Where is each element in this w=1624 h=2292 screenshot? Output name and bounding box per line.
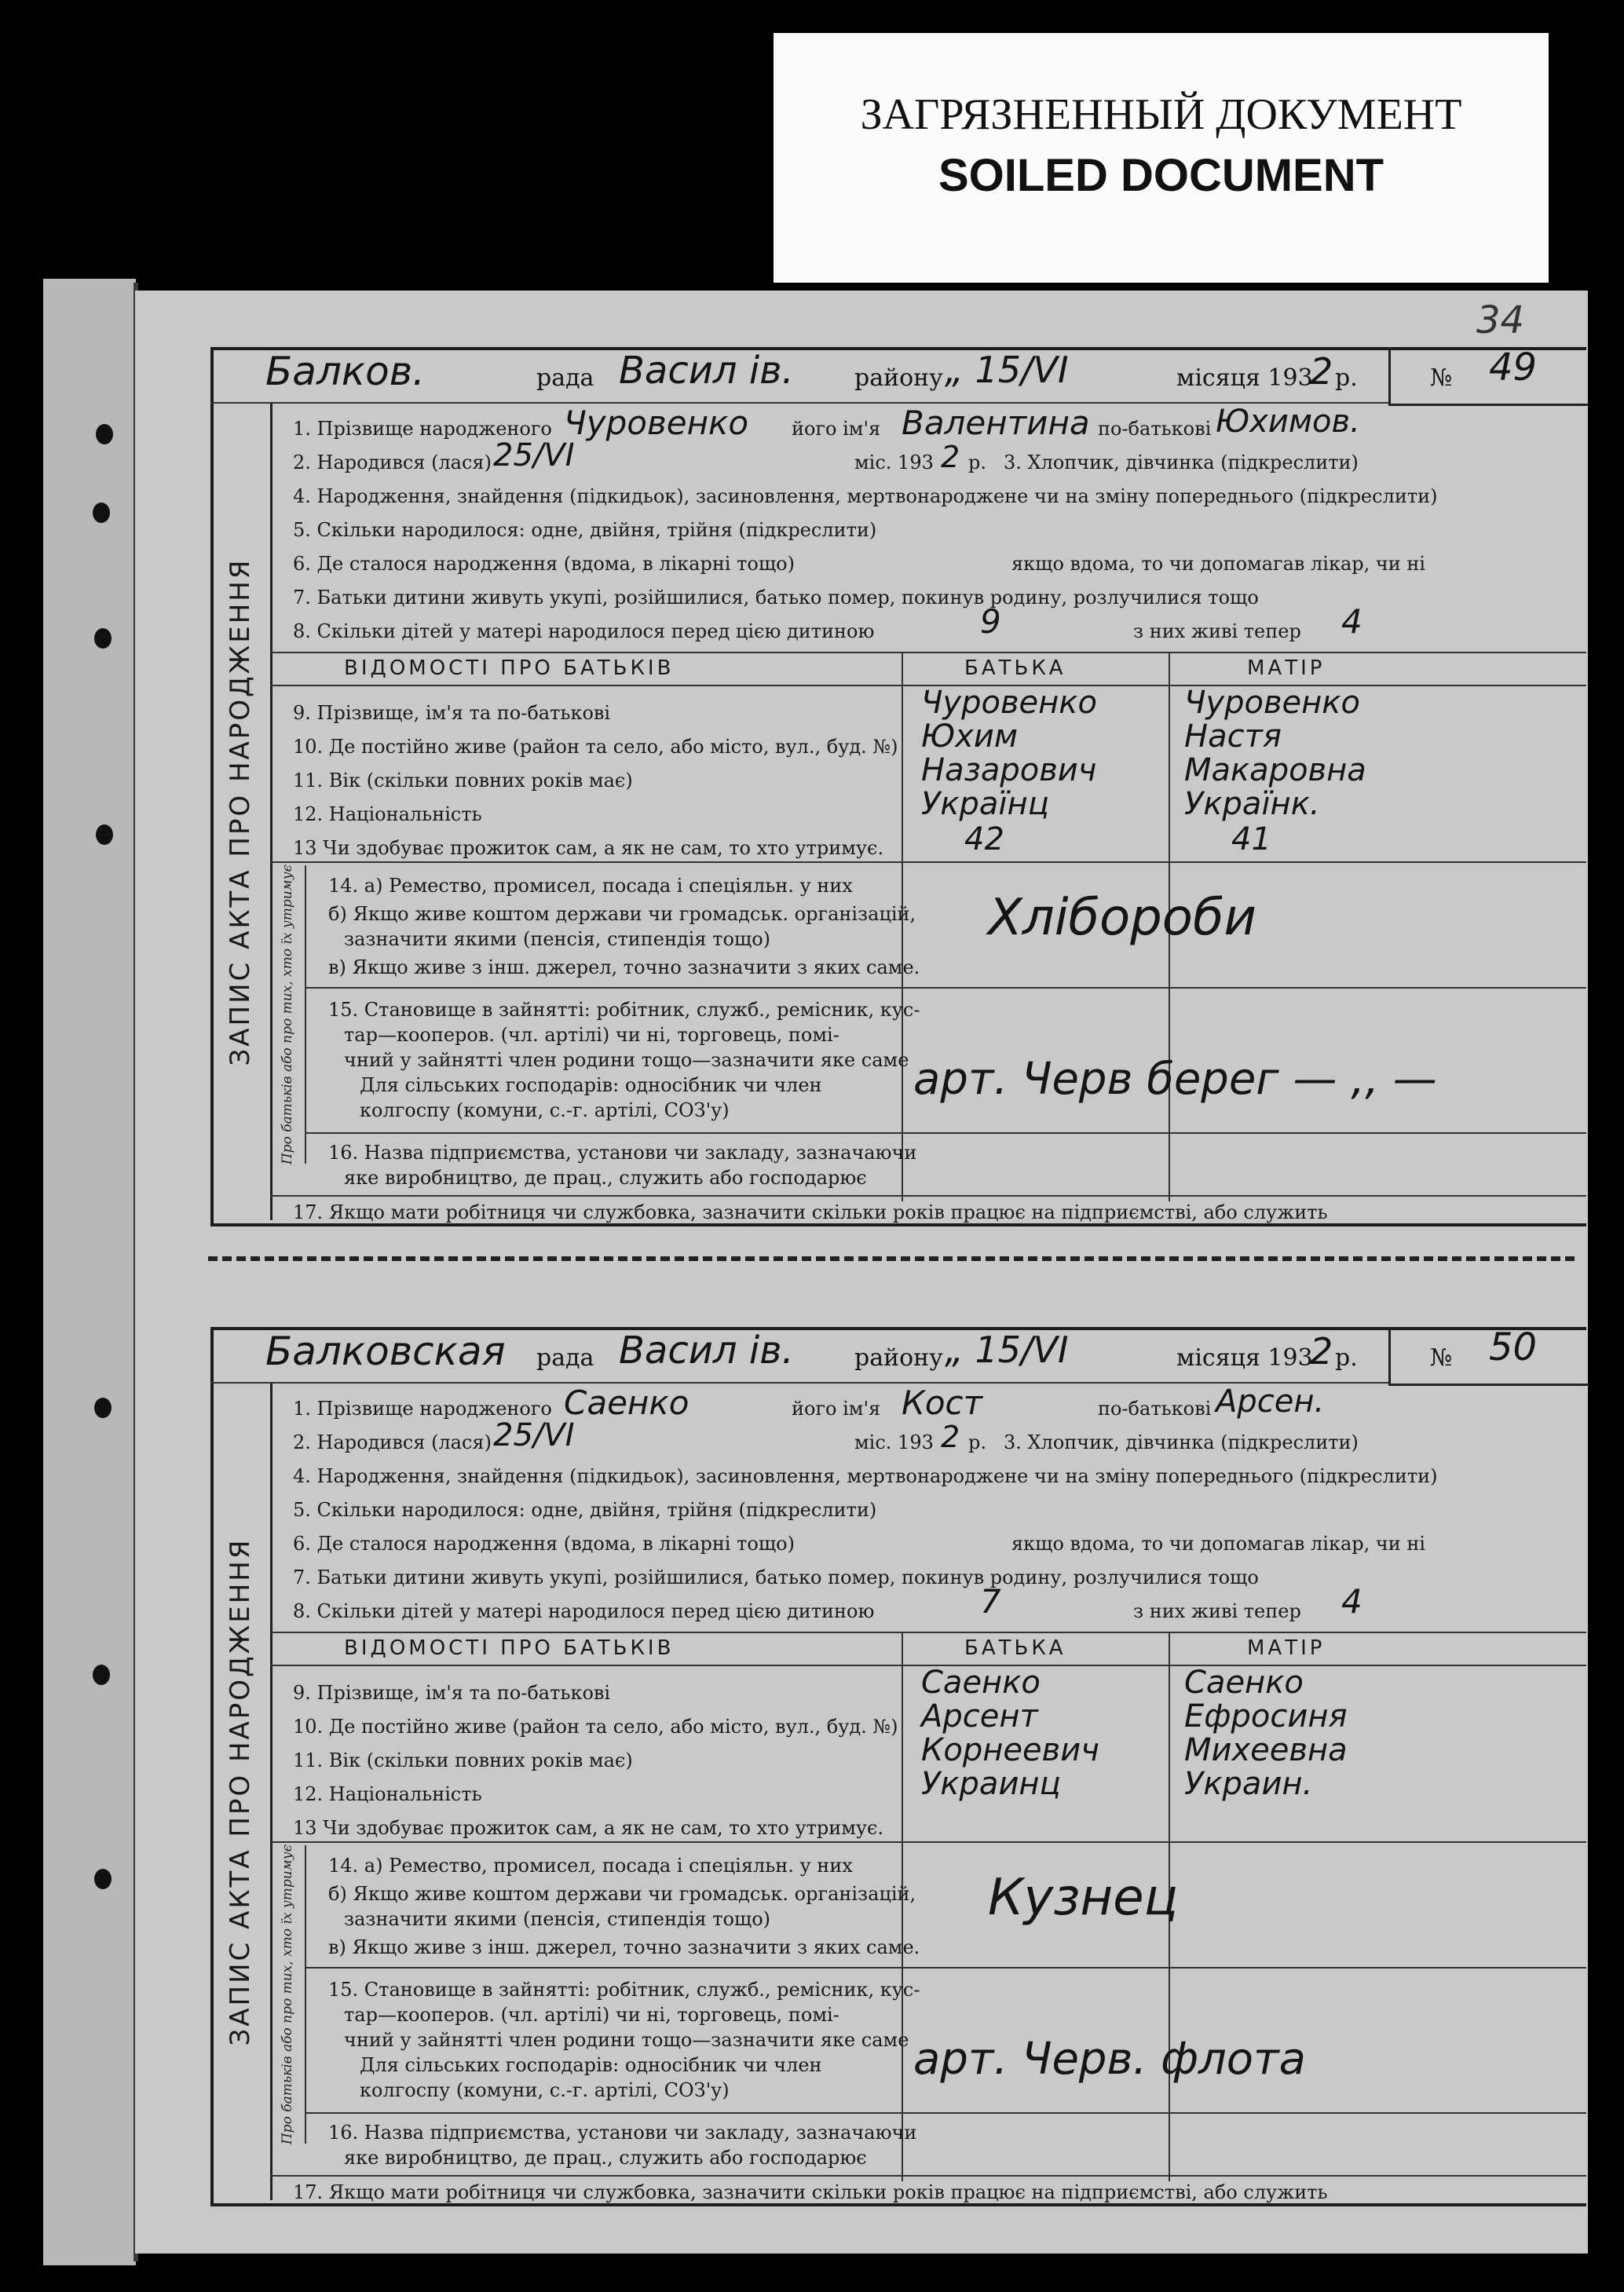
- q1-label: 1. Прізвище народженого: [293, 1398, 552, 1420]
- birth-date: 25/VI: [493, 437, 575, 473]
- month-label: місяця 193: [1176, 364, 1313, 392]
- q2-label: 2. Народився (лася): [293, 1431, 492, 1453]
- q8-alive: 4: [1341, 602, 1362, 641]
- binding-hole: [94, 628, 112, 649]
- child-surname: Саенко: [564, 1384, 689, 1422]
- record-number-box: [1388, 347, 1589, 406]
- mother-surname: Саенко: [1184, 1665, 1304, 1701]
- q16a-label: 16. Назва підприємства, установи чи закладу, зазначаючи: [328, 1142, 917, 1164]
- father-nationality: Українц: [921, 786, 1049, 822]
- row-line: [305, 2112, 1586, 2114]
- side-note-text: Про батьків або про тих, хто їх утримує: [280, 864, 295, 1165]
- birth-year-digit: 2: [941, 440, 960, 474]
- father-age: 42: [964, 821, 1004, 857]
- rada-label: рада: [536, 1344, 594, 1372]
- q15a-label: 15. Становище в зайнятті: робітник, служб., ремісник, кус-: [328, 1979, 920, 2001]
- q14b-label: б) Якщо живе коштом держави чи громадськ. організацій,: [328, 903, 916, 925]
- father-nationality: Украинц: [921, 1766, 1061, 1802]
- q2-mis-label: міс. 193: [854, 1431, 934, 1453]
- binding-hole: [94, 1398, 112, 1418]
- q4-label: 4. Народження, знайдення (підкидьок), засиновлення, мертвонароджене чи на зміну попереднього (підкреслити): [293, 1465, 1438, 1487]
- q17-label: 17. Якщо мати робітниця чи службовка, зазначити скільки років працює на підприємстві, або служить: [293, 2181, 1328, 2203]
- record-header: [210, 347, 1586, 404]
- binding-hole: [96, 424, 113, 444]
- q10-label: 10. Де постійно живе (район та село, або місто, вул., буд. №): [293, 736, 898, 758]
- record-number-box: [1388, 1327, 1589, 1386]
- mother-header: МАТІР: [1247, 1636, 1326, 1660]
- stamp-russian-text: ЗАГРЯЗНЕННЫЙ ДОКУМЕНТ: [860, 90, 1462, 139]
- child-name: Кост: [902, 1384, 983, 1422]
- q9-label: 9. Прізвище, ім'я та по-батькові: [293, 1682, 611, 1704]
- q14b2-label: зазначити якими (пенсія, стипендія тощо): [344, 1908, 771, 1930]
- employment: арт. Черв. флота: [913, 2034, 1306, 2085]
- q15b-label: тар—кооперов. (чл. артілі) чи ні, торговець, помі-: [344, 1024, 839, 1046]
- record-day: „ 15/VI: [945, 1329, 1069, 1371]
- q7-label: 7. Батьки дитини живуть укупі, розійшилися, батько помер, покинув родину, розлучилися тощо: [293, 1566, 1259, 1588]
- q16a-label: 16. Назва підприємства, установи чи закладу, зазначаючи: [328, 2122, 917, 2144]
- year-digit: 2: [1310, 1330, 1333, 1373]
- q15d-label: Для сільських господарів: односібник чи член: [360, 1074, 822, 1096]
- year-digit: 2: [1310, 350, 1333, 393]
- q8-count: 7: [980, 1582, 1001, 1621]
- row-line: [270, 1841, 1586, 1843]
- row-line: [305, 1967, 1586, 1968]
- side-note-box: [270, 865, 306, 1164]
- q8-count: 9: [980, 602, 1001, 641]
- q2-r-label: р.: [968, 1431, 986, 1453]
- row-line: [270, 2175, 1586, 2177]
- number-label: №: [1430, 364, 1453, 392]
- occupation: Хлібороби: [988, 889, 1256, 947]
- q13-label: 13 Чи здобуває прожиток сам, а як не сам, то хто утримує.: [293, 1817, 884, 1839]
- child-patronymic: Арсен.: [1216, 1384, 1325, 1420]
- month-label: місяця 193: [1176, 1344, 1313, 1372]
- row-line: [305, 987, 1586, 989]
- year-suffix: р.: [1335, 1344, 1358, 1372]
- q1-label: 1. Прізвище народженого: [293, 418, 552, 440]
- q11-label: 11. Вік (скільки повних років має): [293, 1749, 633, 1771]
- header-underline: [210, 1382, 1388, 1384]
- q16b-label: яке виробництво, де прац., служить або господарює: [344, 2147, 867, 2169]
- side-note-box: [270, 1845, 306, 2144]
- parents-table-top: [270, 1632, 1586, 1633]
- village-name: Балков.: [265, 349, 426, 394]
- q3-label: 3. Хлопчик, дівчинка (підкреслити): [1004, 1431, 1359, 1453]
- father-header: БАТЬКА: [964, 1636, 1066, 1660]
- father-patronymic: Корнеевич: [921, 1732, 1099, 1768]
- binding-hole: [94, 1869, 112, 1889]
- father-surname: Саенко: [921, 1665, 1041, 1701]
- q4-label: 4. Народження, знайдення (підкидьок), засиновлення, мертвонароджене чи на зміну попереднього (підкреслити): [293, 485, 1438, 507]
- child-surname: Чуровенко: [564, 404, 749, 442]
- child-name: Валентина: [902, 404, 1090, 442]
- father-surname: Чуровенко: [921, 685, 1097, 721]
- record-divider: [208, 1256, 1575, 1261]
- row-line: [270, 861, 1586, 863]
- q14c-label: в) Якщо живе з інш. джерел, точно зазначити з яких саме.: [328, 956, 920, 978]
- q2-label: 2. Народився (лася): [293, 451, 492, 473]
- rada-name: Васил ів.: [619, 1329, 794, 1373]
- father-header: БАТЬКА: [964, 656, 1066, 680]
- father-name: Арсент: [921, 1698, 1038, 1735]
- q13-label: 13 Чи здобуває прожиток сам, а як не сам, то хто утримує.: [293, 837, 884, 859]
- birth-record: [210, 1327, 1586, 2206]
- record-number: 50: [1489, 1325, 1538, 1369]
- q2-mis-label: міс. 193: [854, 451, 934, 473]
- q12-label: 12. Національність: [293, 1783, 482, 1805]
- record-header: [210, 1327, 1586, 1384]
- q8b-label: з них живі тепер: [1133, 1600, 1301, 1622]
- rada-label: рада: [536, 364, 594, 392]
- raion-label: району: [854, 1344, 943, 1372]
- q6b-label: якщо вдома, то чи допомагав лікар, чи ні: [1011, 1533, 1426, 1555]
- mother-name: Ефросиня: [1184, 1698, 1348, 1735]
- q6-label: 6. Де сталося народження (вдома, в лікарні тощо): [293, 553, 795, 575]
- father-column-line: [902, 1632, 903, 2181]
- q15a-label: 15. Становище в зайнятті: робітник, служб., ремісник, кус-: [328, 999, 920, 1021]
- father-name: Юхим: [921, 718, 1019, 755]
- employment: арт. Черв берег — ,, —: [913, 1054, 1437, 1105]
- q15c-label: чний у зайнятті член родини тощо—зазначити яке саме: [344, 1049, 909, 1071]
- q15e-label: колгоспу (комуни, с.-г. артілі, СОЗ'у): [360, 1099, 730, 1121]
- mother-nationality: Украин.: [1184, 1766, 1313, 1802]
- q14b2-label: зазначити якими (пенсія, стипендія тощо): [344, 928, 771, 950]
- side-title-box: [210, 1384, 272, 2200]
- mother-surname: Чуровенко: [1184, 685, 1360, 721]
- q15d-label: Для сільських господарів: односібник чи член: [360, 2054, 822, 2076]
- q2-r-label: р.: [968, 451, 986, 473]
- birth-year-digit: 2: [941, 1420, 960, 1454]
- q5-label: 5. Скільки народилося: одне, двійня, трійня (підкреслити): [293, 1499, 877, 1521]
- row-line: [305, 1132, 1586, 1134]
- row-line: [270, 1195, 1586, 1197]
- side-title-text: ЗАПИС АКТА ПРО НАРОДЖЕННЯ: [225, 1537, 256, 2046]
- q5-label: 5. Скільки народилося: одне, двійня, трійня (підкреслити): [293, 519, 877, 541]
- birth-date: 25/VI: [493, 1417, 575, 1453]
- q12-label: 12. Національність: [293, 803, 482, 825]
- mother-name: Настя: [1184, 718, 1282, 755]
- q1-name-label: його ім'я: [792, 418, 881, 440]
- q15c-label: чний у зайнятті член родини тощо—зазначити яке саме: [344, 2029, 909, 2051]
- mother-age: 41: [1231, 821, 1271, 857]
- side-note-text: Про батьків або про тих, хто їх утримує: [280, 1844, 295, 2145]
- stamp-english-text: SOILED DOCUMENT: [938, 150, 1384, 201]
- header-underline: [210, 402, 1388, 404]
- q6b-label: якщо вдома, то чи допомагав лікар, чи ні: [1011, 553, 1426, 575]
- q9-label: 9. Прізвище, ім'я та по-батькові: [293, 702, 611, 724]
- q8-label: 8. Скільки дітей у матері народилося перед цією дитиною: [293, 620, 875, 642]
- q6-label: 6. Де сталося народження (вдома, в лікарні тощо): [293, 1533, 795, 1555]
- birth-record: [210, 347, 1586, 1226]
- binding-hole: [96, 824, 113, 845]
- q14b-label: б) Якщо живе коштом держави чи громадськ. організацій,: [328, 1883, 916, 1905]
- binding-hole: [93, 1665, 110, 1685]
- record-number: 49: [1489, 345, 1538, 389]
- q8-label: 8. Скільки дітей у матері народилося перед цією дитиною: [293, 1600, 875, 1622]
- village-name: Балковская: [265, 1329, 506, 1374]
- q14a-label: 14. а) Ремество, промисел, посада і спеціяльн. у них: [328, 875, 853, 897]
- father-column-line: [902, 652, 903, 1201]
- side-title-box: [210, 404, 272, 1220]
- rada-name: Васил ів.: [619, 349, 794, 393]
- parents-table-top: [270, 652, 1586, 653]
- mother-patronymic: Михеевна: [1184, 1732, 1348, 1768]
- year-suffix: р.: [1335, 364, 1358, 392]
- number-label: №: [1430, 1344, 1453, 1372]
- q1-name-label: його ім'я: [792, 1398, 881, 1420]
- soiled-document-stamp: [774, 33, 1549, 283]
- q15e-label: колгоспу (комуни, с.-г. артілі, СОЗ'у): [360, 2079, 730, 2101]
- side-title-text: ЗАПИС АКТА ПРО НАРОДЖЕННЯ: [225, 557, 256, 1066]
- mother-nationality: Українк.: [1184, 786, 1320, 822]
- q11-label: 11. Вік (скільки повних років має): [293, 769, 633, 791]
- q17-label: 17. Якщо мати робітниця чи службовка, зазначити скільки років працює на підприємстві, або служить: [293, 1201, 1328, 1223]
- mother-header: МАТІР: [1247, 656, 1326, 680]
- q3-label: 3. Хлопчик, дівчинка (підкреслити): [1004, 451, 1359, 473]
- q1-patr-label: по-батькові: [1098, 1398, 1212, 1420]
- binding-spine: [43, 279, 136, 2265]
- q16b-label: яке виробництво, де прац., служить або господарює: [344, 1167, 867, 1189]
- q14c-label: в) Якщо живе з інш. джерел, точно зазначити з яких саме.: [328, 1936, 920, 1958]
- child-patronymic: Юхимов.: [1216, 404, 1360, 440]
- occupation: Кузнец: [988, 1869, 1179, 1927]
- q8b-label: з них живі тепер: [1133, 620, 1301, 642]
- record-day: „ 15/VI: [945, 349, 1069, 391]
- binding-hole: [93, 503, 110, 523]
- q1-patr-label: по-батькові: [1098, 418, 1212, 440]
- page-number: 34: [1476, 298, 1525, 342]
- q15b-label: тар—кооперов. (чл. артілі) чи ні, торговець, помі-: [344, 2004, 839, 2026]
- q10-label: 10. Де постійно живе (район та село, або місто, вул., буд. №): [293, 1716, 898, 1738]
- parents-header: ВІДОМОСТІ ПРО БАТЬКІВ: [344, 656, 675, 680]
- q7-label: 7. Батьки дитини живуть укупі, розійшилися, батько помер, покинув родину, розлучилися тощо: [293, 587, 1259, 609]
- q14a-label: 14. а) Ремество, промисел, посада і спеціяльн. у них: [328, 1855, 853, 1877]
- mother-patronymic: Макаровна: [1184, 752, 1366, 788]
- parents-header: ВІДОМОСТІ ПРО БАТЬКІВ: [344, 1636, 675, 1660]
- father-patronymic: Назарович: [921, 752, 1097, 788]
- q8-alive: 4: [1341, 1582, 1362, 1621]
- raion-label: району: [854, 364, 943, 392]
